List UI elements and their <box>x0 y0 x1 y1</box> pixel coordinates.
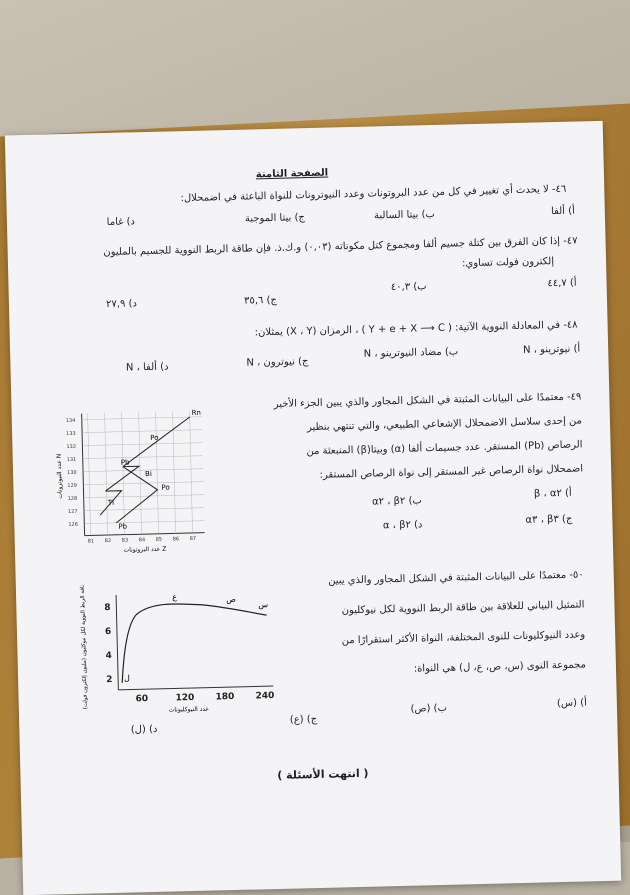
decay-path-2 <box>105 466 140 491</box>
decay-chart-y-axis <box>82 414 85 536</box>
q50-option-c[interactable]: ج) (ع) <box>289 713 318 726</box>
decay-y-tick-label: 129 <box>67 482 78 490</box>
q50-text-line4: مجموعة النوى (س، ص، ع، ل) هي النواة: <box>413 659 587 675</box>
point-label-lam: ل <box>123 673 131 683</box>
be-y-tick-label: 6 <box>104 626 112 638</box>
q48-option-c[interactable]: ج) نيوترون ، N <box>246 356 309 369</box>
q48-text: ٤٨- في المعادلة النووية الآتية: ( Y + e + X ⟶ C ) ، الرمزان (X ، Y) يمثلان: <box>254 319 578 339</box>
decay-x-tick-label: 86 <box>172 536 180 543</box>
q50-text-line1: ٥٠- معتمدًا على البيانات المثبتة في الشكل المجاور والذي يبين <box>328 569 584 587</box>
be-y-tick-label: 8 <box>104 602 111 614</box>
q49-option-c[interactable]: ج) β٣ ، α٣ <box>525 513 573 526</box>
end-of-questions-note: ( انتهت الأسئلة ) <box>277 766 369 782</box>
q50-text-line2: التمثيل البياني للعلاقة بين طاقة الربط النووية لكل نيوكليون <box>341 599 585 617</box>
binding-energy-chart <box>76 581 279 721</box>
decay-y-tick-label: 126 <box>68 521 78 529</box>
be-x-tick-label: 120 <box>175 692 195 704</box>
decay-x-tick-label: 83 <box>121 537 129 544</box>
decay-grid-line-v <box>190 411 193 533</box>
nuclide-label-tl: Tl <box>107 498 115 508</box>
nuclide-label-bi: Bi <box>145 469 152 479</box>
q46-option-c[interactable]: ج) بيتا الموجبة <box>244 212 306 225</box>
decay-x-tick-label: 85 <box>155 536 163 543</box>
decay-x-tick-label: 87 <box>189 535 197 543</box>
q48-option-d[interactable]: د) ألفا ، N <box>125 361 169 374</box>
decay-grid-line-v <box>156 412 159 534</box>
decay-x-tick-label: 84 <box>138 537 146 544</box>
decay-grid-line-h <box>83 482 203 485</box>
be-y-tick-label: 2 <box>106 674 113 686</box>
page-title: الصفحة الثامنة <box>255 167 329 181</box>
decay-grid-line-h <box>83 469 203 472</box>
decay-grid-line-h <box>83 456 203 459</box>
q46-option-a[interactable]: أ) ألفا <box>550 205 575 218</box>
be-chart-x-axis <box>118 686 273 690</box>
be-x-tick-label: 60 <box>135 694 149 705</box>
q50-text-line3: وعدد النيوكليونات للنوى المختلفة، النواة الأكثر استقرارًا من <box>341 629 586 647</box>
q48-option-b[interactable]: ب) مضاد النيوترينو ، N <box>363 346 459 360</box>
q48-option-a[interactable]: أ) نيوترينو ، N <box>522 343 581 356</box>
decay-y-tick-label: 134 <box>65 417 76 425</box>
nuclide-label-rn: Rn <box>191 408 202 417</box>
point-label-seen: س <box>258 600 269 610</box>
decay-chart-ylabel: عدد النيوترونات N <box>55 453 64 499</box>
q47-option-b[interactable]: ب) ٤٠,٣ <box>390 281 427 294</box>
q47-option-c[interactable]: ج) ٣٥,٦ <box>243 294 278 307</box>
decay-grid-line-h <box>82 417 202 420</box>
decay-chain-chart <box>51 402 215 556</box>
decay-grid-line-v <box>88 414 91 536</box>
decay-grid-line-v <box>139 412 142 534</box>
decay-grid-line-h <box>82 430 202 433</box>
decay-y-tick-label: 131 <box>66 456 77 464</box>
decay-x-tick-label: 82 <box>104 537 112 545</box>
decay-y-tick-label: 130 <box>66 469 77 477</box>
decay-y-tick-label: 127 <box>67 508 78 516</box>
q49-text-line1: ٤٩- معتمدًا على البيانات المثبتة في الشكل المجاور والذي يبين الجزء الأخير <box>273 391 582 410</box>
decay-y-tick-label: 128 <box>67 495 78 503</box>
be-x-tick-label: 240 <box>255 691 275 702</box>
decay-chart-x-axis <box>85 533 205 536</box>
q49-option-b[interactable]: ب) β٢ ، α٢ <box>371 495 422 508</box>
q46-text: ٤٦- لا يحدث أي تغيير في كل من عدد البروتونات وعدد النيوترونات للنواة الباعثة في اضمحلال: <box>180 183 567 205</box>
q49-text-line2: من إحدى سلاسل الاضمحلال الإشعاعي الطبيعي، والتي تنتهي بنظير <box>306 415 583 434</box>
decay-x-tick-label: 81 <box>87 538 95 545</box>
decay-grid-line-v <box>105 413 108 535</box>
point-label-sad: ص <box>226 594 236 605</box>
exam-page <box>5 121 621 895</box>
be-x-tick-label: 180 <box>215 692 235 703</box>
be-chart-ylabel: طاقة الربط النووية لكل نيوكليون (مليون إلكترون فولت) <box>79 581 89 710</box>
decay-y-tick-label: 132 <box>66 443 77 451</box>
nuclide-label-po-1: Po <box>150 433 159 442</box>
q47-option-d[interactable]: د) ٢٧,٩ <box>105 298 138 311</box>
q49-option-a[interactable]: أ) β ، α٢ <box>533 487 572 500</box>
point-label-ain: ع <box>172 592 178 602</box>
q47-text-line2: إلكترون فولت تساوي: <box>461 256 555 270</box>
q49-option-d[interactable]: د) α ، β٢ <box>382 519 423 532</box>
binding-energy-curve <box>120 602 268 683</box>
q50-option-b[interactable]: ب) (ص) <box>410 702 448 715</box>
decay-chart-xlabel: عدد البروتونات Z <box>123 545 167 554</box>
q47-option-a[interactable]: أ) ٤٤,٧ <box>547 277 577 290</box>
q49-text-line3: الرصاص (Pb) المستقر. عدد جسيمات ألفا (α) وبيتا(β) المنبعثة من <box>306 439 583 458</box>
be-chart-xlabel: عدد النيوكليونات <box>168 705 210 714</box>
q47-text-line1: ٤٧- إذا كان الفرق بين كتلة جسيم ألفا ومجموع كتل مكوناته (٠,٠٣) و.ك.ذ. فإن طاقة الربط النووية للجسيم بالمليون <box>103 235 578 259</box>
q50-option-a[interactable]: أ) (س) <box>556 697 587 710</box>
nuclide-label-pb-2: Pb <box>118 522 128 531</box>
decay-grid-line-h <box>84 495 204 498</box>
q46-option-d[interactable]: د) غاما <box>106 216 136 228</box>
nuclide-label-pb-1: Pb <box>120 458 130 467</box>
be-y-tick-label: 4 <box>105 650 112 662</box>
decay-grid-line-h <box>84 521 204 524</box>
nuclide-label-po-2: Po <box>161 483 170 492</box>
q50-option-d[interactable]: د) (ل) <box>130 723 158 736</box>
decay-y-tick-label: 133 <box>66 430 76 438</box>
decay-grid-line-h <box>84 508 204 511</box>
be-chart-y-axis <box>116 595 118 690</box>
decay-grid-line-h <box>82 443 202 446</box>
q46-option-b[interactable]: ب) بيتا السالبة <box>373 208 435 222</box>
q49-text-line4: اضمحلال نواة الرصاص غير المستقر إلى نواة الرصاص المستقر: <box>319 463 584 481</box>
